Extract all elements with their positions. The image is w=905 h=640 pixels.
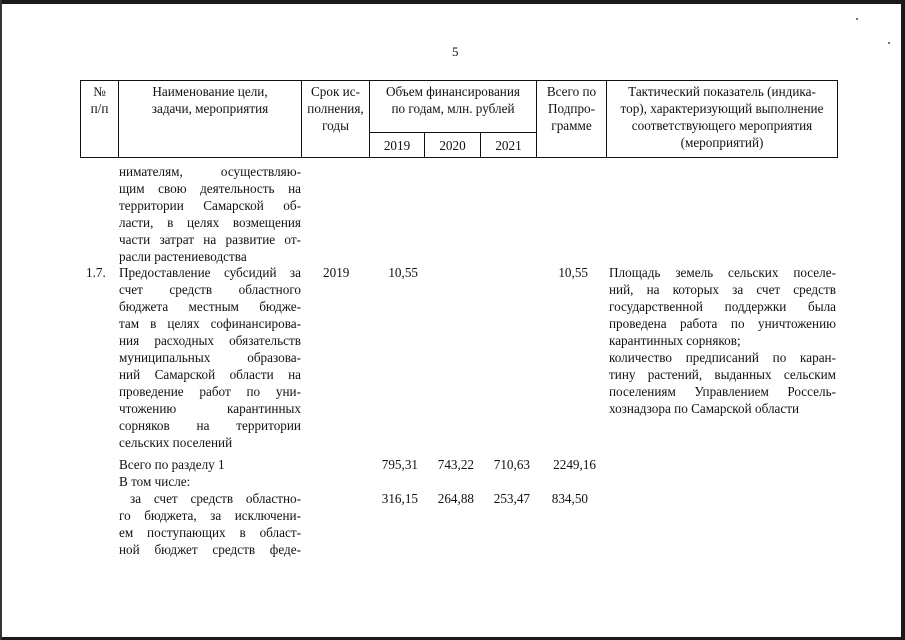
header-indicator-line: тор), характеризующий выполнение: [620, 101, 824, 116]
row-name-line: проведение работ по уни-: [119, 384, 301, 399]
header-funding-line: по годам, млн. рублей: [391, 101, 515, 116]
row-indicator-line: государственной поддержки была: [609, 299, 836, 314]
row-name-line: Предоставление субсидий за: [119, 265, 301, 280]
row-indicator-line: количество предписаний по каран-: [609, 350, 836, 365]
continuation-line: части затрат на развитие от-: [119, 232, 301, 247]
regional-budget-2019: 316,15: [381, 491, 418, 506]
regional-budget-line: за счет средств областно-: [130, 491, 301, 506]
section-total-2020: 743,22: [437, 457, 474, 472]
page-number: 5: [452, 44, 459, 59]
row-name-line: чтожению карантинных: [119, 401, 301, 416]
scan-speck: [856, 18, 858, 20]
header-indicator-line: Тактический показатель (индика-: [628, 84, 816, 99]
row-name-line: бюджета местным бюдже-: [119, 299, 301, 314]
header-year-2019: 2019: [370, 133, 425, 158]
regional-budget-line: го бюджета, за исключени-: [119, 508, 301, 523]
header-funding-cell: [370, 81, 537, 133]
regional-budget-line: ной бюджет средств феде-: [119, 542, 301, 557]
section-total-label: Всего по разделу 1: [119, 457, 225, 472]
continuation-line: территории Самарской об-: [119, 198, 301, 213]
header-name-line: задачи, мероприятия: [151, 101, 269, 116]
row-indicator-line: Площадь земель сельских поселе-: [609, 265, 836, 280]
continuation-line: расли растениеводства: [119, 249, 247, 264]
header-num-line: п/п: [90, 101, 109, 116]
row-value-total: 10,55: [558, 265, 588, 280]
header-term-line: Срок ис-: [311, 84, 360, 99]
row-indicator-line: проведена работа по уничтожению: [609, 316, 836, 331]
row-indicator-line: хознадзора по Самарской области: [609, 401, 800, 416]
header-total-line: Всего по: [546, 84, 597, 99]
header-name-line: Наименование цели,: [152, 84, 268, 99]
section-total-2019: 795,31: [381, 457, 418, 472]
row-name-line: сельских поселений: [119, 435, 233, 450]
regional-budget-2021: 253,47: [493, 491, 530, 506]
header-indicator-line: (мероприятий): [680, 135, 764, 150]
scan-border-left: [0, 0, 2, 640]
row-name-line: ния расходных обязательств: [119, 333, 301, 348]
regional-budget-2020: 264,88: [437, 491, 474, 506]
continuation-line: нимателям, осуществляю-: [119, 164, 301, 179]
scan-border-right: [901, 0, 905, 640]
row-indicator-line: карантинных сорняков;: [609, 333, 741, 348]
header-term-cell: [302, 81, 370, 158]
header-total-line: грамме: [551, 118, 592, 133]
header-year-2020: 2020: [425, 133, 481, 158]
row-value-2019: 10,55: [388, 265, 418, 280]
row-number: 1.7.: [86, 265, 106, 280]
header-indicator-line: соответствующего мероприятия: [631, 118, 813, 133]
header-num-line: №: [93, 84, 106, 99]
header-funding-line: Объем финансирования: [386, 84, 520, 99]
header-total-line: Подпро-: [547, 101, 596, 116]
header-name-cell: [119, 81, 302, 158]
row-name-line: ний Самарской области на: [119, 367, 301, 382]
row-indicator-line: ний, на которых за счет средств: [609, 282, 836, 297]
row-name-line: там в целях софинансирова-: [119, 316, 301, 331]
row-indicator-line: тину растений, выданных сельским: [609, 367, 836, 382]
row-indicator-line: поселениям Управлением Россель-: [609, 384, 836, 399]
including-label: В том числе:: [119, 474, 191, 489]
continuation-line: ласти, в целях возмещения: [119, 215, 301, 230]
header-term-line: полнения,: [307, 101, 364, 116]
row-term: 2019: [323, 265, 350, 280]
regional-budget-total: 834,50: [551, 491, 588, 506]
scan-border-top: [0, 0, 905, 4]
regional-budget-line: ем поступающих в област-: [119, 525, 301, 540]
scan-speck: [888, 42, 890, 44]
table-header: [80, 80, 838, 158]
continuation-line: щим свою деятельность на: [119, 181, 301, 196]
row-name-line: муниципальных образова-: [119, 350, 301, 365]
header-year-2021: 2021: [481, 133, 537, 158]
header-num-cell: [81, 81, 119, 158]
section-total-sum: 2249,16: [553, 457, 596, 472]
row-name-line: счет средств областного: [119, 282, 301, 297]
section-total-2021: 710,63: [493, 457, 530, 472]
header-indicator-cell: [607, 81, 838, 158]
header-total-cell: [537, 81, 607, 158]
header-term-line: годы: [322, 118, 349, 133]
row-name-line: сорняков на территории: [119, 418, 301, 433]
